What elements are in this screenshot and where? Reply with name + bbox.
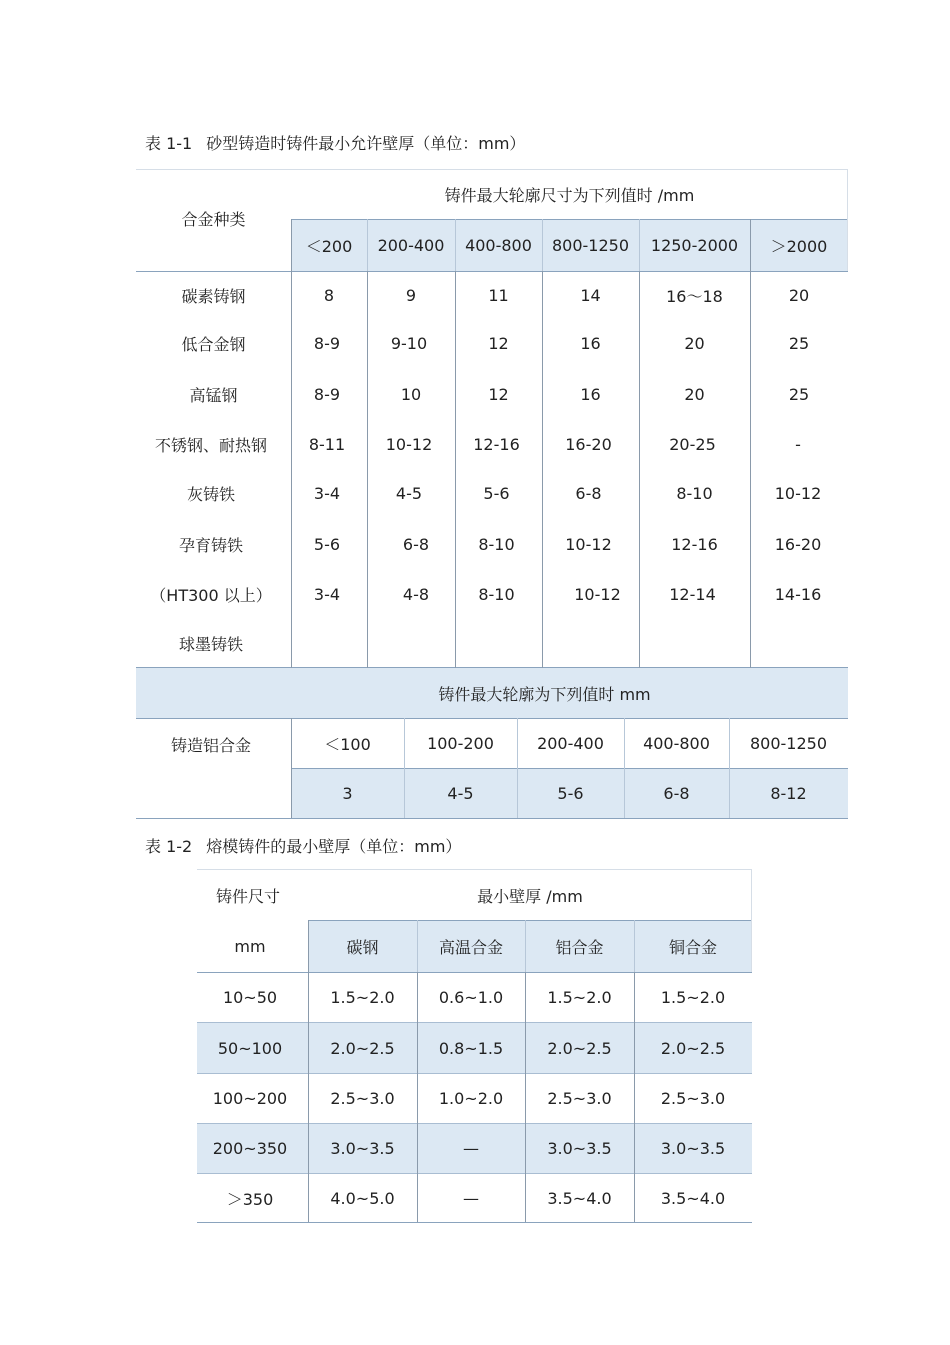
table1-cell: 14: [580, 285, 601, 305]
table1-cell: 10-12: [574, 584, 621, 604]
table2-corner-bottom: mm: [234, 937, 266, 956]
table1-cell: 9: [405, 285, 417, 305]
table1-row-name: 低合金钢: [181, 334, 246, 354]
table1-cell: 8-10: [478, 534, 515, 554]
table1-cell: 4-5: [395, 483, 423, 503]
table2-material-header: 高温合金: [438, 938, 503, 957]
table1-cell: 16: [580, 384, 601, 404]
table2-cell: 2.5~3.0: [660, 1089, 726, 1108]
table1-span-header: 铸件最大轮廓尺寸为下列值时 /mm: [444, 185, 695, 205]
table2-size-cell: 200~350: [212, 1139, 288, 1158]
table1-cell: 11: [488, 285, 509, 305]
table1-row-name: 碳素铸钢: [181, 286, 246, 306]
table1-cell: 10: [400, 384, 422, 404]
table1-cell: 6-8: [575, 483, 602, 503]
table2-size-cell: 100~200: [212, 1089, 288, 1108]
table1-al-header: 100-200: [427, 734, 494, 753]
table2-cell: 2.0~2.5: [547, 1038, 612, 1058]
table1-cell: 12-16: [473, 434, 520, 454]
table2-caption: [145, 834, 461, 857]
table2-cell: 3.0~3.5: [330, 1139, 395, 1158]
table1-row-name: 球墨铸铁: [178, 634, 243, 654]
table2-cell: 0.8~1.5: [438, 1038, 504, 1058]
table2-cell: 0.6~1.0: [438, 988, 504, 1007]
table1-cell: 8-9: [313, 384, 341, 404]
table1-cell: 8-10: [478, 584, 515, 604]
table1-row-name: 灰铸铁: [186, 484, 235, 504]
table1-cell: 20: [684, 333, 705, 353]
table1-cell: 8: [323, 285, 335, 305]
table2-size-cell: 10~50: [222, 988, 278, 1007]
table1-cell: 12-16: [671, 534, 718, 554]
table1-size-header: 1250-2000: [650, 236, 739, 255]
table2-cell: 3.0~3.5: [660, 1139, 726, 1158]
table1-cell: 3-4: [313, 483, 341, 503]
table1-cell: -: [795, 434, 801, 454]
table1-al-value: 4-5: [447, 784, 474, 803]
table1-size-header: 200-400: [377, 236, 445, 255]
table1-cell: 12: [488, 333, 509, 353]
table1-cell: 6-8: [402, 534, 430, 554]
table1-cell: 16～18: [666, 286, 723, 306]
table1-cell: 12: [488, 384, 509, 404]
table2-cell: 1.5~2.0: [660, 988, 726, 1007]
table1-corner-header: 合金种类: [181, 210, 246, 229]
table1-cell: 10-12: [565, 534, 612, 554]
table2-cell: 1.5~2.0: [547, 988, 612, 1007]
table1-cell: 20-25: [669, 434, 716, 454]
table2-cell: 2.0~2.5: [660, 1038, 726, 1058]
table1-al-span-header: 铸件最大轮廓为下列值时 mm: [438, 684, 651, 704]
table1-row-name: （HT300 以上）: [150, 585, 272, 605]
table1-cell: 8-9: [313, 333, 341, 353]
table1-cell: 25: [788, 333, 810, 353]
table2-cell: 3.5~4.0: [660, 1188, 726, 1208]
table2-caption-number: 表 1-2: [145, 837, 193, 856]
table1-cell: 16: [580, 333, 601, 353]
table1-al-value: 3: [342, 784, 353, 803]
table2-material-header: 碳钢: [346, 938, 379, 957]
table2-corner-top: 铸件尺寸: [215, 886, 280, 906]
table1-caption-number: 表 1-1: [145, 134, 193, 153]
table1-bottom-border: [136, 818, 848, 819]
table1-row-name: 高锰钢: [189, 385, 238, 405]
table2-caption-title: 熔模铸件的最小壁厚（单位：mm）: [206, 837, 462, 856]
table2-cell: 2.5~3.0: [330, 1089, 395, 1108]
table2-cell: 2.0~2.5: [330, 1038, 395, 1058]
table1-al-value: 8-12: [770, 784, 807, 803]
table2-cell: —: [463, 1139, 479, 1158]
table1-cell: 20: [684, 384, 705, 404]
table1-cell: 8-11: [308, 434, 346, 454]
table1-row-name: 不锈钢、耐热钢: [154, 435, 267, 455]
table2-cell: —: [463, 1188, 479, 1208]
table1-al-header: 400-800: [643, 734, 710, 753]
table2-material-header: 铝合金: [555, 938, 604, 957]
table1-cell: 12-14: [669, 584, 716, 604]
table1-cell: 20: [788, 285, 810, 305]
table1-cell: 5-6: [313, 534, 341, 554]
table1-cell: 8-10: [676, 483, 713, 503]
table1-caption: [145, 131, 525, 154]
table1-al-header: ＜100: [324, 735, 371, 754]
table1-cell: 9-10: [390, 333, 428, 353]
table1-al-header: 200-400: [537, 734, 604, 753]
table2-span-header: 最小壁厚 /mm: [477, 886, 583, 906]
table1-size-header: ＞2000: [770, 237, 828, 256]
table1-size-header: ＜200: [305, 237, 353, 256]
table1-cell: 4-8: [402, 584, 430, 604]
table2-cell: 3.5~4.0: [547, 1188, 612, 1208]
table1-cell: 5-6: [483, 483, 510, 503]
table2-size-cell: 50~100: [217, 1038, 283, 1058]
table1-size-header: 800-1250: [551, 236, 630, 255]
table2-bottom-border: [197, 1222, 752, 1223]
table2-size-cell: ＞350: [226, 1189, 274, 1209]
table2-cell: 2.5~3.0: [547, 1089, 612, 1108]
table1-cell: 14-16: [774, 584, 822, 604]
table1-cell: 16-20: [774, 534, 822, 554]
table1-row-name: 孕育铸铁: [178, 535, 243, 555]
table1-al-name: 铸造铝合金: [170, 735, 251, 755]
table1-al-value: 6-8: [663, 784, 690, 803]
table2-material-header: 铜合金: [668, 938, 717, 957]
table1-cell: 25: [788, 384, 810, 404]
table1-al-header: 800-1250: [749, 734, 828, 753]
table2-cell: 1.0~2.0: [438, 1089, 504, 1108]
table1-size-header: 400-800: [465, 236, 532, 255]
table1-cell: 10-12: [385, 434, 433, 454]
table1-caption-title: 砂型铸造时铸件最小允许壁厚（单位：mm）: [206, 134, 526, 153]
table1-cell: 10-12: [774, 483, 822, 503]
table2-cell: 4.0~5.0: [330, 1188, 395, 1208]
table2-cell: 3.0~3.5: [547, 1139, 612, 1158]
table1-cell: 3-4: [313, 584, 341, 604]
table1-cell: 16-20: [565, 434, 612, 454]
table1-al-value: 5-6: [557, 784, 584, 803]
table2-cell: 1.5~2.0: [330, 988, 395, 1007]
